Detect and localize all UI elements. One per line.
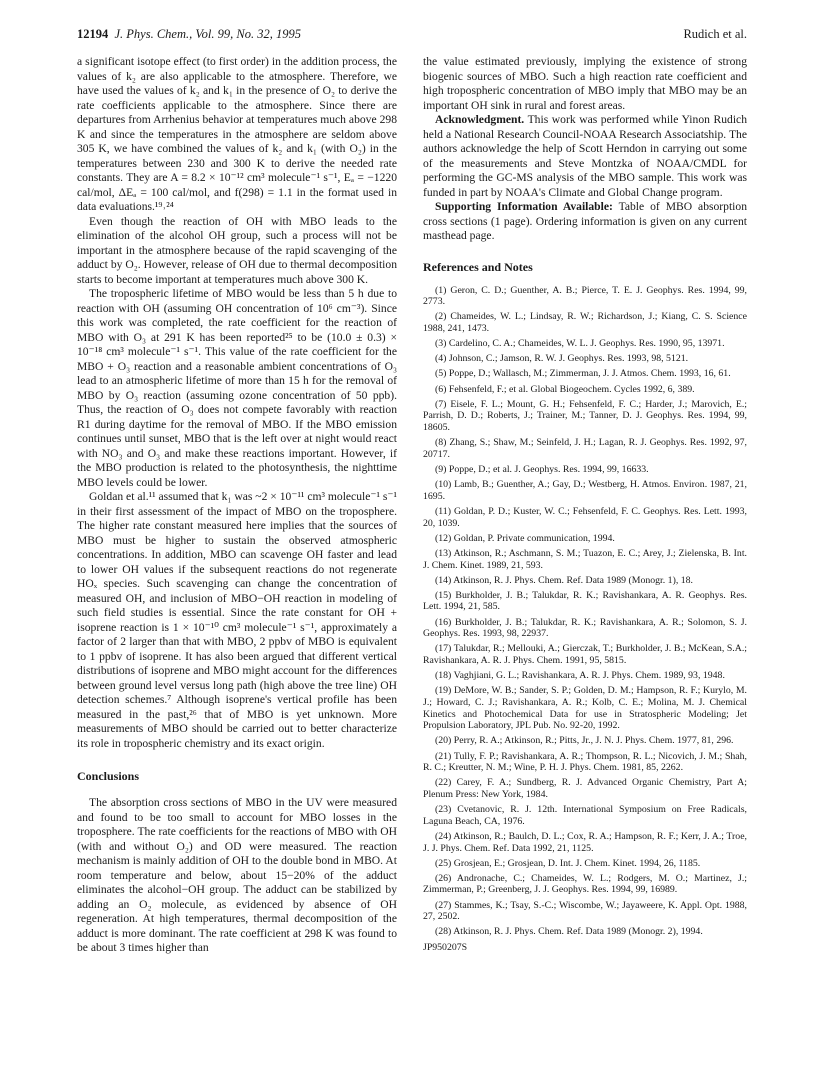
reference-item: (25) Grosjean, E.; Grosjean, D. Int. J. Chem. Kinet. 1994, 26, 1185.	[435, 857, 701, 869]
acknowledgment-text: This work was performed while Yinon Rudich held a National Research Council-NOAA Research Associatship. The authors acknowledge the help of Scott Herndon in carrying out some of the measurements and Steve Montzka of NOAA/CMDL for performing the GC-MS analysis of the MBO sample. This work was funded in part by NOAA's Climate and Global Change program.	[423, 113, 747, 199]
reference-item: (16) Burkholder, J. B.; Talukdar, R. K.; Ravishankara, A. R.; Solomon, S. J. Geophys. Res. 1993, 98, 22937.	[423, 616, 747, 640]
reference-item: (11) Goldan, P. D.; Kuster, W. C.; Fehsenfeld, F. C. Geophys. Res. Lett. 1993, 20, 1039.	[423, 505, 747, 529]
reference-item: (14) Atkinson, R. J. Phys. Chem. Ref. Data 1989 (Monogr. 1), 18.	[435, 574, 693, 586]
reference-item: (23) Cvetanovic, R. J. 12th. International Symposium on Free Radicals, Laguna Beach, CA, 1976.	[423, 804, 747, 827]
reference-item: (26) Andronache, C.; Chameides, W. L.; Rodgers, M. O.; Martinez, J.; Zimmerman, P.; Greenberg, J. J. Geophys. Res. 1994, 99, 16989.	[423, 872, 747, 896]
jp-code: JP950207S	[423, 941, 468, 953]
reference-item: (2) Chameides, W. L.; Lindsay, R. W.; Richardson, J.; Kiang, C. S. Science 1988, 241, 1473.	[423, 311, 747, 334]
reference-item: (5) Poppe, D.; Wallasch, M.; Zimmerman, J. J. Atmos. Chem. 1993, 16, 61.	[435, 368, 731, 380]
reference-item: (22) Carey, F. A.; Sundberg, R. J. Advanced Organic Chemistry, Part A; Plenum Press: New York, 1984.	[423, 777, 747, 800]
paragraph-oh-elimination: Even though the reaction of OH with MBO leads to the elimination of the alcohol OH group, such a process will not be important in the atmosphere because of the rapid scavenging of the adduct by O₂. However, release of OH due to thermal decomposition starts to become important at temperatures much above 300 K.	[77, 214, 397, 286]
conclusions-heading: Conclusions	[77, 769, 140, 783]
references-heading: References and Notes	[423, 259, 533, 274]
acknowledgment-label: Acknowledgment.	[435, 113, 525, 126]
reference-item: (4) Johnson, C.; Jamson, R. W. J. Geophys. Res. 1993, 98, 5121.	[435, 353, 689, 365]
reference-item: (3) Cardelino, C. A.; Chameides, W. L. J. Geophys. Res. 1990, 95, 13971.	[435, 338, 725, 350]
paragraph-conclusions: The absorption cross sections of MBO in the UV were measured and found to be too small to account for MBO losses in the troposphere. The rate coefficients for the reactions of MBO with OH (with and without O₂) and OD were measured. The reaction mechanism is mainly addition of OH to the double bond in MBO. At room temperature and below, about 15−20% of the adduct eliminates the alcohol−OH group. The adduct can be stabilized by adding an O₂ molecule, as evidenced by absence of OH regeneration. At high temperatures, thermal decomposition of the adduct is more dominant. The rate coefficient at 298 K was found to be about 3 times higher than	[77, 796, 397, 954]
reference-item: (19) DeMore, W. B.; Sander, S. P.; Golden, D. M.; Hampson, R. F.; Kurylo, M. J.; Howard, C. J.; Ravishankara, A. R.; Kolb, C. E.; Molina, M. J. Chemical Kinetics and Photochemical Data for use in Stratospheric Modeling; Jet Propulsion Laboratory, JPL Pub. No. 92-20, 1992.	[423, 685, 747, 732]
journal-citation: J. Phys. Chem., Vol. 99, No. 32, 1995	[114, 27, 301, 41]
reference-item: (6) Fehsenfeld, F.; et al. Global Biogeochem. Cycles 1992, 6, 389.	[435, 383, 695, 395]
reference-list	[423, 285, 747, 939]
reference-item: (13) Atkinson, R.; Aschmann, S. M.; Tuazon, E. C.; Arey, J.; Zielenska, B. Int. J. Chem. Kinet. 1989, 21, 593.	[423, 547, 747, 571]
page-header	[77, 27, 747, 43]
paragraph-goldan: Goldan et al.¹¹ assumed that k₁ was ~2 × 10⁻¹¹ cm³ molecule⁻¹ s⁻¹ in their first assessment of the impact of MBO on the troposphere. The higher rate constant measured here implies that the sources of MBO must be higher to sustain the observed atmospheric concentrations. In addition, MBO can scavenge OH faster and lead to lower OH values if the subsequent reactions do not regenerate HOₓ species. Such scavenging can change the concentration of measured OH, and inclusion of MBO−OH reaction in modeling of such field studies is essential. Since the rate constant for OH + isoprene reaction is 1 × 10⁻¹⁰ cm³ molecule⁻¹ s⁻¹, approximately a factor of 2 larger than that with MBO, 2 ppbv of MBO is equivalent to 1 ppbv of isoprene. It has also been argued that different vertical distributions of isoprene and MBO might account for the differences between ground level versus long path (high above the tree line) OH detection schemes.⁷ Although isoprene's vertical profile has been measured in the past,²⁶ that of MBO is yet unknown. More measurements of MBO should be carried out to better characterize its role in tropospheric chemistry and its exact origin.	[77, 490, 397, 750]
reference-item: (28) Atkinson, R. J. Phys. Chem. Ref. Data 1989 (Monogr. 2), 1994.	[435, 926, 703, 938]
reference-item: (20) Perry, R. A.; Atkinson, R.; Pitts, Jr., J. N. J. Phys. Chem. 1977, 81, 296.	[435, 735, 734, 747]
paragraph-isotope-effect: a significant isotope effect (to first order) in the addition process, the values of k₂ are also applicable to the atmosphere. Therefore, we have used the values of k₂ and k₁ in the presence of O₂ to derive the rate coefficients applicable to the atmosphere. Since there are departures from Arrhenius behavior at temperatures much above 298 K and since the temperatures in the atmosphere are seldom above 305 K, we have combined the values of k₂ and k₁ (with O₂) in the temperatures between 230 and 300 K to derive the needed rate constants. They are A = 8.2 × 10⁻¹² cm³ molecule⁻¹ s⁻¹, Eₐ = −1220 cal/mol, ΔEₐ = 100 cal/mol, and f(298) = 1.1 in the format used in data evaluations.¹⁹˒²⁴	[77, 55, 397, 213]
paragraph-tropospheric-lifetime: The tropospheric lifetime of MBO would be less than 5 h due to reaction with OH (assuming OH concentration of 10⁶ cm⁻³). Since this work was completed, the rate coefficient for the reaction of MBO with O₃ at 291 K has been reported²⁵ to be (10.0 ± 0.3) × 10⁻¹⁸ cm³ molecule⁻¹ s⁻¹. This value of the rate coefficient for the MBO + O₃ reaction and a reasonable ambient concentrations of O₃ lead to an atmospheric lifetime of more than 15 h for the removal of MBO by O₃ reaction (assuming ozone concentration of 50 ppb). Thus, the reaction of O₃ does not compete favorably with reaction R1 during daytime for the removal of MBO. If the MBO emission continues until sunset, MBO that is the left over at night would react with NO₃ and O₃ and make these reactions important. However, if the MBO production is related to the photosynthesis, the nighttime MBO levels could be lower.	[77, 287, 397, 489]
page-number: 12194	[77, 27, 109, 41]
reference-item: (18) Vaghjiani, G. L.; Ravishankara, A. R. J. Phys. Chem. 1989, 93, 1948.	[435, 670, 725, 682]
header-authors: Rudich et al.	[683, 27, 747, 41]
reference-item: (21) Tully, F. P.; Ravishankara, A. R.; Thompson, R. L.; Nicovich, J. M.; Shah, R. C.; Kreutter, N. M.; Wine, P. H. J. Phys. Chem. 1981, 85, 2262.	[423, 750, 747, 774]
reference-item: (27) Stammes, K.; Tsay, S.-C.; Wiscombe, W.; Jayaweere, K. Appl. Opt. 1988, 27, 2502.	[423, 899, 747, 923]
reference-item: (9) Poppe, D.; et al. J. Geophys. Res. 1994, 99, 16633.	[435, 463, 649, 475]
reference-item: (12) Goldan, P. Private communication, 1994.	[435, 532, 615, 544]
header-left	[77, 27, 301, 42]
reference-item: (15) Burkholder, J. B.; Talukdar, R. K.; Ravishankara, A. R. Geophys. Res. Lett. 1994, 21, 585.	[423, 589, 747, 613]
right-column	[423, 55, 747, 953]
supporting-information-label: Supporting Information Available:	[435, 200, 613, 213]
reference-item: (7) Eisele, F. L.; Mount, G. H.; Fehsenfeld, F. C.; Harder, J.; Marovich, E.; Parrish, D. D.; Roberts, J.; Trainer, M.; Tanner, D. J. Geophys. Res. 1994, 99, 18605.	[423, 398, 747, 433]
reference-item: (17) Talukdar, R.; Mellouki, A.; Gierczak, T.; Burkholder, J. B.; McKean, S.A.; Ravishankara, A. R. J. Phys. Chem. 1991, 95, 5815.	[423, 643, 747, 667]
reference-item: (24) Atkinson, R.; Baulch, D. L.; Cox, R. A.; Hampson, R. F.; Kerr, J. A.; Troe, J. J. Phys. Chem. Ref. Data 1992, 21, 1125.	[423, 830, 747, 854]
left-column	[77, 55, 397, 956]
reference-item: (8) Zhang, S.; Shaw, M.; Seinfeld, J. H.; Lagan, R. J. Geophys. Res. 1992, 97, 20717.	[423, 437, 747, 460]
supporting-information-text: Table of MBO absorption cross sections (1 page). Ordering information is given on any current masthead page.	[423, 200, 747, 242]
acknowledgment	[423, 113, 747, 200]
supporting-information	[423, 200, 747, 244]
reference-item: (1) Geron, C. D.; Guenther, A. B.; Pierce, T. E. J. Geophys. Res. 1994, 99, 2773.	[423, 284, 747, 308]
paragraph-conclusions-continued: the value estimated previously, implying the existence of strong biogenic sources of MBO. Such a high reaction rate coefficient and high tropospheric concentration of MBO imply that MBO may be an important OH sink in rural and forest areas.	[423, 55, 747, 112]
reference-item: (10) Lamb, B.; Guenther, A.; Gay, D.; Westberg, H. Atmos. Environ. 1987, 21, 1695.	[423, 479, 747, 502]
